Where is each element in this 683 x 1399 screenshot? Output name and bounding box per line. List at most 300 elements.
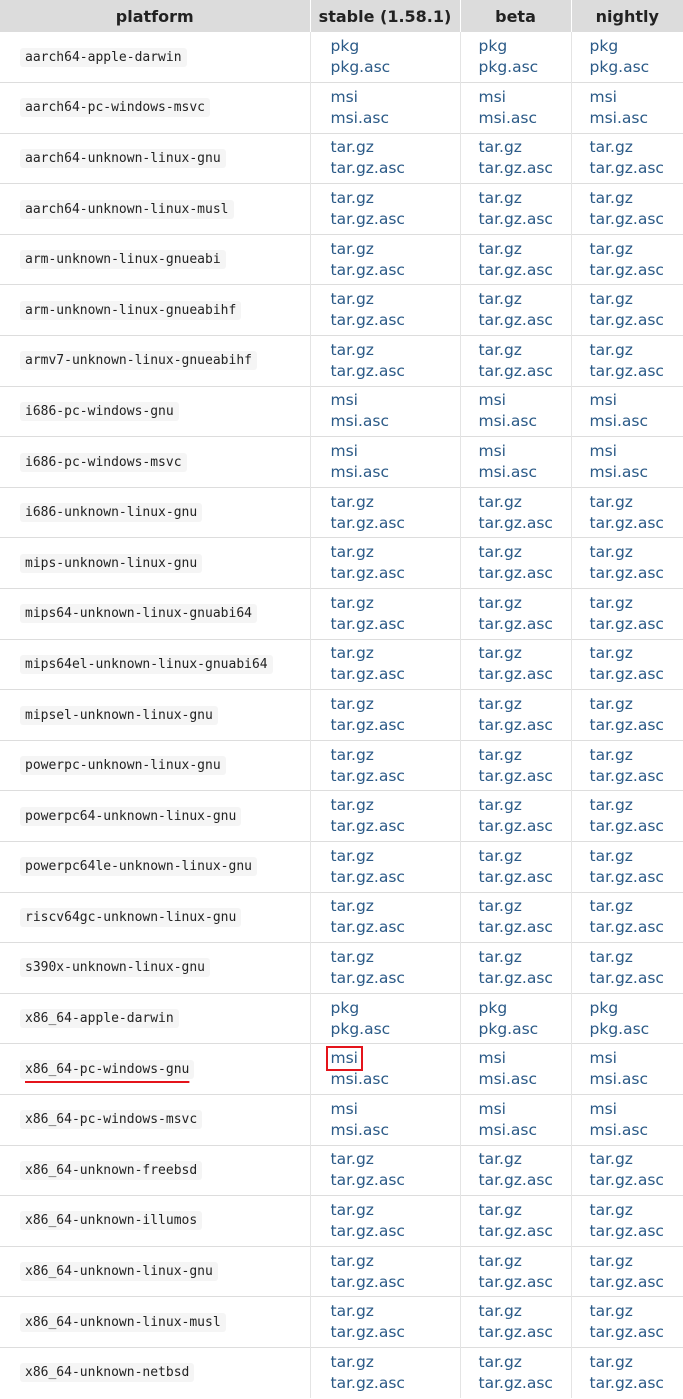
nightly-download-link[interactable]: tar.gz bbox=[589, 1302, 633, 1321]
beta-download-link[interactable]: tar.gz bbox=[478, 340, 522, 359]
platform-cell bbox=[0, 690, 310, 741]
nightly-download-cell bbox=[571, 1094, 683, 1145]
stable-download-link[interactable]: tar.gz bbox=[330, 492, 374, 511]
stable-signature-link[interactable]: pkg.asc bbox=[330, 1019, 391, 1038]
stable-download-cell bbox=[310, 842, 460, 893]
beta-signature-link[interactable]: pkg.asc bbox=[478, 1019, 539, 1038]
stable-download-cell bbox=[310, 1044, 460, 1095]
beta-signature-link[interactable]: tar.gz.asc bbox=[478, 867, 553, 886]
beta-download-link[interactable]: tar.gz bbox=[478, 947, 522, 966]
nightly-download-cell bbox=[571, 538, 683, 589]
beta-download-cell bbox=[460, 690, 571, 741]
platform-cell bbox=[0, 133, 310, 184]
platform-cell bbox=[0, 437, 310, 488]
beta-download-cell bbox=[460, 133, 571, 184]
table-row bbox=[0, 1145, 683, 1196]
platform-cell bbox=[0, 32, 310, 83]
beta-download-cell bbox=[460, 538, 571, 589]
nightly-download-link[interactable]: tar.gz bbox=[589, 1200, 633, 1219]
nightly-download-link[interactable]: msi bbox=[589, 442, 617, 461]
stable-download-link[interactable]: msi bbox=[330, 1099, 358, 1118]
stable-signature-link[interactable]: tar.gz.asc bbox=[330, 564, 405, 583]
beta-download-cell bbox=[460, 1196, 571, 1247]
beta-signature-link[interactable]: tar.gz.asc bbox=[478, 564, 553, 583]
nightly-signature-link[interactable]: tar.gz.asc bbox=[589, 867, 664, 886]
table-row bbox=[0, 487, 683, 538]
stable-signature-link[interactable]: tar.gz.asc bbox=[330, 716, 405, 735]
stable-signature-link[interactable]: tar.gz.asc bbox=[330, 1323, 405, 1342]
beta-download-link[interactable]: tar.gz bbox=[478, 897, 522, 916]
beta-signature-link[interactable]: msi.asc bbox=[478, 1070, 538, 1089]
stable-signature-link[interactable]: tar.gz.asc bbox=[330, 1373, 405, 1392]
platform-cell bbox=[0, 285, 310, 336]
platform-cell bbox=[0, 791, 310, 842]
beta-download-link[interactable]: tar.gz bbox=[478, 290, 522, 309]
stable-download-link[interactable]: tar.gz bbox=[330, 1302, 374, 1321]
stable-download-link[interactable]: tar.gz bbox=[330, 239, 374, 258]
nightly-download-link[interactable]: tar.gz bbox=[589, 745, 633, 764]
beta-download-link[interactable]: tar.gz bbox=[478, 543, 522, 562]
stable-signature-link[interactable]: tar.gz.asc bbox=[330, 1171, 405, 1190]
beta-download-cell bbox=[460, 993, 571, 1044]
nightly-signature-link[interactable]: tar.gz.asc bbox=[589, 665, 664, 684]
stable-download-link[interactable]: tar.gz bbox=[330, 745, 374, 764]
header-nightly: nightly bbox=[571, 0, 683, 32]
stable-download-link-highlighted[interactable]: msi bbox=[328, 1048, 361, 1069]
platform-name-highlighted: x86_64-pc-windows-gnu bbox=[20, 1060, 194, 1079]
stable-signature-link[interactable]: msi.asc bbox=[330, 1120, 390, 1139]
nightly-download-cell bbox=[571, 437, 683, 488]
beta-signature-link[interactable]: tar.gz.asc bbox=[478, 1221, 553, 1240]
beta-download-link[interactable]: tar.gz bbox=[478, 189, 522, 208]
nightly-download-link[interactable]: tar.gz bbox=[589, 138, 633, 157]
stable-download-link[interactable]: tar.gz bbox=[330, 593, 374, 612]
beta-download-link[interactable]: msi bbox=[478, 87, 506, 106]
stable-download-cell bbox=[310, 639, 460, 690]
platform-cell bbox=[0, 993, 310, 1044]
nightly-download-link[interactable]: tar.gz bbox=[589, 1251, 633, 1270]
stable-signature-link[interactable]: tar.gz.asc bbox=[330, 968, 405, 987]
nightly-download-cell bbox=[571, 184, 683, 235]
table-row bbox=[0, 1297, 683, 1348]
beta-signature-link[interactable]: tar.gz.asc bbox=[478, 311, 553, 330]
platform-cell bbox=[0, 1196, 310, 1247]
beta-download-cell bbox=[460, 1347, 571, 1398]
nightly-signature-link[interactable]: tar.gz.asc bbox=[589, 564, 664, 583]
platform-name: x86_64-unknown-netbsd bbox=[20, 1363, 194, 1382]
stable-signature-link[interactable]: msi.asc bbox=[330, 412, 390, 431]
platform-name: riscv64gc-unknown-linux-gnu bbox=[20, 908, 241, 927]
nightly-download-link[interactable]: tar.gz bbox=[589, 340, 633, 359]
table-row bbox=[0, 538, 683, 589]
beta-signature-link[interactable]: tar.gz.asc bbox=[478, 260, 553, 279]
platform-name: powerpc64le-unknown-linux-gnu bbox=[20, 857, 257, 876]
beta-signature-link[interactable]: tar.gz.asc bbox=[478, 1171, 553, 1190]
stable-signature-link[interactable]: msi.asc bbox=[330, 108, 390, 127]
table-row bbox=[0, 32, 683, 83]
beta-download-cell bbox=[460, 1145, 571, 1196]
beta-signature-link[interactable]: pkg.asc bbox=[478, 58, 539, 77]
beta-signature-link[interactable]: msi.asc bbox=[478, 1120, 538, 1139]
table-row bbox=[0, 740, 683, 791]
stable-signature-link[interactable]: tar.gz.asc bbox=[330, 867, 405, 886]
stable-download-link[interactable]: tar.gz bbox=[330, 1200, 374, 1219]
stable-download-cell bbox=[310, 1246, 460, 1297]
nightly-download-cell bbox=[571, 993, 683, 1044]
beta-signature-link[interactable]: tar.gz.asc bbox=[478, 665, 553, 684]
stable-download-cell bbox=[310, 234, 460, 285]
beta-download-link[interactable]: tar.gz bbox=[478, 1150, 522, 1169]
header-stable: stable (1.58.1) bbox=[310, 0, 460, 32]
table-row bbox=[0, 285, 683, 336]
table-row bbox=[0, 690, 683, 741]
nightly-download-link[interactable]: tar.gz bbox=[589, 593, 633, 612]
nightly-download-cell bbox=[571, 83, 683, 134]
nightly-download-link[interactable]: tar.gz bbox=[589, 543, 633, 562]
nightly-download-link[interactable]: tar.gz bbox=[589, 1150, 633, 1169]
beta-download-link[interactable]: msi bbox=[478, 1049, 506, 1068]
nightly-signature-link[interactable]: tar.gz.asc bbox=[589, 766, 664, 785]
stable-download-link[interactable]: tar.gz bbox=[330, 644, 374, 663]
stable-signature-link[interactable]: tar.gz.asc bbox=[330, 260, 405, 279]
beta-download-link[interactable]: tar.gz bbox=[478, 1302, 522, 1321]
nightly-signature-link[interactable]: tar.gz.asc bbox=[589, 210, 664, 229]
platform-cell bbox=[0, 234, 310, 285]
platform-cell bbox=[0, 740, 310, 791]
nightly-download-link[interactable]: tar.gz bbox=[589, 846, 633, 865]
nightly-signature-link[interactable]: msi.asc bbox=[589, 463, 649, 482]
beta-download-cell bbox=[460, 1297, 571, 1348]
nightly-signature-link[interactable]: tar.gz.asc bbox=[589, 716, 664, 735]
beta-download-link[interactable]: tar.gz bbox=[478, 239, 522, 258]
nightly-download-cell bbox=[571, 690, 683, 741]
stable-download-link[interactable]: tar.gz bbox=[330, 1352, 374, 1371]
table-row bbox=[0, 133, 683, 184]
platform-cell bbox=[0, 589, 310, 640]
nightly-download-cell bbox=[571, 589, 683, 640]
nightly-signature-link[interactable]: msi.asc bbox=[589, 108, 649, 127]
platform-cell bbox=[0, 639, 310, 690]
table-header bbox=[0, 0, 683, 32]
platform-cell bbox=[0, 842, 310, 893]
nightly-download-cell bbox=[571, 842, 683, 893]
beta-signature-link[interactable]: tar.gz.asc bbox=[478, 716, 553, 735]
beta-download-cell bbox=[460, 184, 571, 235]
stable-signature-link[interactable]: tar.gz.asc bbox=[330, 159, 405, 178]
nightly-download-link[interactable]: msi bbox=[589, 87, 617, 106]
beta-signature-link[interactable]: tar.gz.asc bbox=[478, 968, 553, 987]
beta-download-cell bbox=[460, 336, 571, 387]
platform-name: i686-pc-windows-msvc bbox=[20, 453, 187, 472]
stable-download-cell bbox=[310, 1297, 460, 1348]
nightly-signature-link[interactable]: pkg.asc bbox=[589, 58, 650, 77]
beta-download-cell bbox=[460, 740, 571, 791]
stable-download-cell bbox=[310, 487, 460, 538]
beta-download-link[interactable]: tar.gz bbox=[478, 1352, 522, 1371]
nightly-signature-link[interactable]: msi.asc bbox=[589, 1120, 649, 1139]
platform-name: x86_64-unknown-linux-gnu bbox=[20, 1262, 218, 1281]
stable-download-cell bbox=[310, 184, 460, 235]
stable-download-link[interactable]: tar.gz bbox=[330, 1150, 374, 1169]
table-row bbox=[0, 589, 683, 640]
platform-name: aarch64-unknown-linux-musl bbox=[20, 200, 234, 219]
stable-download-link[interactable]: pkg bbox=[330, 37, 360, 56]
stable-download-cell bbox=[310, 892, 460, 943]
nightly-download-cell bbox=[571, 234, 683, 285]
platform-name: x86_64-unknown-freebsd bbox=[20, 1161, 202, 1180]
nightly-download-link[interactable]: tar.gz bbox=[589, 796, 633, 815]
nightly-signature-link[interactable]: tar.gz.asc bbox=[589, 1171, 664, 1190]
beta-download-cell bbox=[460, 437, 571, 488]
stable-download-cell bbox=[310, 285, 460, 336]
table-row bbox=[0, 943, 683, 994]
nightly-signature-link[interactable]: tar.gz.asc bbox=[589, 311, 664, 330]
beta-download-cell bbox=[460, 1094, 571, 1145]
nightly-download-link[interactable]: msi bbox=[589, 391, 617, 410]
stable-download-cell bbox=[310, 791, 460, 842]
stable-download-link[interactable]: msi bbox=[330, 391, 358, 410]
beta-download-link[interactable]: tar.gz bbox=[478, 644, 522, 663]
beta-signature-link[interactable]: msi.asc bbox=[478, 463, 538, 482]
beta-download-link[interactable]: tar.gz bbox=[478, 492, 522, 511]
header-beta: beta bbox=[460, 0, 571, 32]
stable-download-link[interactable]: tar.gz bbox=[330, 846, 374, 865]
stable-download-cell bbox=[310, 32, 460, 83]
platform-cell bbox=[0, 487, 310, 538]
nightly-download-link[interactable]: pkg bbox=[589, 37, 619, 56]
stable-download-link[interactable]: msi bbox=[330, 87, 358, 106]
nightly-download-cell bbox=[571, 943, 683, 994]
beta-download-link[interactable]: pkg bbox=[478, 998, 508, 1017]
stable-download-link[interactable]: tar.gz bbox=[330, 695, 374, 714]
beta-download-cell bbox=[460, 285, 571, 336]
platform-name: i686-pc-windows-gnu bbox=[20, 402, 179, 421]
table-row bbox=[0, 1347, 683, 1398]
beta-download-link[interactable]: tar.gz bbox=[478, 593, 522, 612]
table-row bbox=[0, 386, 683, 437]
nightly-download-link[interactable]: pkg bbox=[589, 998, 619, 1017]
stable-download-cell bbox=[310, 943, 460, 994]
stable-download-link[interactable]: tar.gz bbox=[330, 897, 374, 916]
table-body bbox=[0, 32, 683, 1398]
platform-name: powerpc-unknown-linux-gnu bbox=[20, 756, 226, 775]
platform-name: aarch64-apple-darwin bbox=[20, 48, 187, 67]
stable-signature-link[interactable]: tar.gz.asc bbox=[330, 1221, 405, 1240]
stable-signature-link[interactable]: msi.asc bbox=[330, 1070, 390, 1089]
nightly-download-cell bbox=[571, 285, 683, 336]
nightly-signature-link[interactable]: tar.gz.asc bbox=[589, 614, 664, 633]
stable-download-link[interactable]: tar.gz bbox=[330, 1251, 374, 1270]
beta-download-cell bbox=[460, 1044, 571, 1095]
nightly-signature-link[interactable]: msi.asc bbox=[589, 412, 649, 431]
nightly-download-cell bbox=[571, 1347, 683, 1398]
platform-cell bbox=[0, 184, 310, 235]
nightly-signature-link[interactable]: tar.gz.asc bbox=[589, 918, 664, 937]
platform-cell bbox=[0, 1246, 310, 1297]
stable-signature-link[interactable]: tar.gz.asc bbox=[330, 918, 405, 937]
beta-download-link[interactable]: tar.gz bbox=[478, 695, 522, 714]
table-row bbox=[0, 234, 683, 285]
beta-download-cell bbox=[460, 943, 571, 994]
stable-download-link[interactable]: tar.gz bbox=[330, 543, 374, 562]
nightly-download-link[interactable]: tar.gz bbox=[589, 290, 633, 309]
platform-cell bbox=[0, 1094, 310, 1145]
beta-signature-link[interactable]: tar.gz.asc bbox=[478, 1373, 553, 1392]
nightly-download-link[interactable]: msi bbox=[589, 1099, 617, 1118]
stable-signature-link[interactable]: tar.gz.asc bbox=[330, 210, 405, 229]
beta-signature-link[interactable]: msi.asc bbox=[478, 412, 538, 431]
stable-download-link[interactable]: tar.gz bbox=[330, 796, 374, 815]
nightly-signature-link[interactable]: tar.gz.asc bbox=[589, 260, 664, 279]
nightly-signature-link[interactable]: tar.gz.asc bbox=[589, 968, 664, 987]
beta-signature-link[interactable]: msi.asc bbox=[478, 108, 538, 127]
nightly-download-cell bbox=[571, 1196, 683, 1247]
stable-signature-link[interactable]: tar.gz.asc bbox=[330, 311, 405, 330]
stable-download-cell bbox=[310, 690, 460, 741]
stable-download-link[interactable]: tar.gz bbox=[330, 340, 374, 359]
beta-signature-link[interactable]: tar.gz.asc bbox=[478, 210, 553, 229]
platform-cell bbox=[0, 538, 310, 589]
beta-download-link[interactable]: tar.gz bbox=[478, 138, 522, 157]
beta-download-cell bbox=[460, 386, 571, 437]
nightly-download-link[interactable]: tar.gz bbox=[589, 239, 633, 258]
platform-name: arm-unknown-linux-gnueabihf bbox=[20, 301, 241, 320]
platform-name: i686-unknown-linux-gnu bbox=[20, 503, 202, 522]
beta-signature-link[interactable]: tar.gz.asc bbox=[478, 817, 553, 836]
nightly-download-cell bbox=[571, 1044, 683, 1095]
nightly-signature-link[interactable]: tar.gz.asc bbox=[589, 1272, 664, 1291]
platform-name: aarch64-pc-windows-msvc bbox=[20, 98, 210, 117]
nightly-download-cell bbox=[571, 133, 683, 184]
nightly-download-cell bbox=[571, 740, 683, 791]
beta-signature-link[interactable]: tar.gz.asc bbox=[478, 918, 553, 937]
stable-signature-link[interactable]: tar.gz.asc bbox=[330, 665, 405, 684]
stable-download-link[interactable]: tar.gz bbox=[330, 947, 374, 966]
nightly-download-link[interactable]: tar.gz bbox=[589, 947, 633, 966]
platform-name: arm-unknown-linux-gnueabi bbox=[20, 250, 226, 269]
nightly-signature-link[interactable]: tar.gz.asc bbox=[589, 1373, 664, 1392]
beta-download-link[interactable]: msi bbox=[478, 1099, 506, 1118]
beta-signature-link[interactable]: tar.gz.asc bbox=[478, 766, 553, 785]
stable-download-cell bbox=[310, 386, 460, 437]
nightly-download-cell bbox=[571, 1297, 683, 1348]
nightly-signature-link[interactable]: tar.gz.asc bbox=[589, 817, 664, 836]
nightly-download-link[interactable]: tar.gz bbox=[589, 1352, 633, 1371]
nightly-download-cell bbox=[571, 892, 683, 943]
stable-download-link[interactable]: tar.gz bbox=[330, 290, 374, 309]
beta-signature-link[interactable]: tar.gz.asc bbox=[478, 513, 553, 532]
nightly-download-link[interactable]: tar.gz bbox=[589, 695, 633, 714]
stable-download-cell bbox=[310, 1347, 460, 1398]
table-row bbox=[0, 437, 683, 488]
nightly-download-link[interactable]: tar.gz bbox=[589, 897, 633, 916]
stable-download-link[interactable]: pkg bbox=[330, 998, 360, 1017]
stable-download-link[interactable]: msi bbox=[330, 442, 358, 461]
stable-download-cell bbox=[310, 993, 460, 1044]
stable-signature-link[interactable]: tar.gz.asc bbox=[330, 513, 405, 532]
beta-signature-link[interactable]: tar.gz.asc bbox=[478, 1323, 553, 1342]
stable-signature-link[interactable]: tar.gz.asc bbox=[330, 1272, 405, 1291]
nightly-signature-link[interactable]: msi.asc bbox=[589, 1070, 649, 1089]
stable-signature-link[interactable]: tar.gz.asc bbox=[330, 817, 405, 836]
platform-cell bbox=[0, 1044, 310, 1095]
nightly-signature-link[interactable]: tar.gz.asc bbox=[589, 159, 664, 178]
stable-download-cell bbox=[310, 133, 460, 184]
platform-name: x86_64-unknown-illumos bbox=[20, 1211, 202, 1230]
nightly-download-cell bbox=[571, 639, 683, 690]
stable-download-cell bbox=[310, 740, 460, 791]
platform-name: mipsel-unknown-linux-gnu bbox=[20, 706, 218, 725]
nightly-signature-link[interactable]: pkg.asc bbox=[589, 1019, 650, 1038]
beta-download-link[interactable]: tar.gz bbox=[478, 1251, 522, 1270]
beta-download-link[interactable]: tar.gz bbox=[478, 745, 522, 764]
stable-download-link[interactable]: tar.gz bbox=[330, 189, 374, 208]
stable-download-cell bbox=[310, 538, 460, 589]
stable-download-cell bbox=[310, 1094, 460, 1145]
table-row bbox=[0, 1094, 683, 1145]
nightly-download-link[interactable]: msi bbox=[589, 1049, 617, 1068]
beta-signature-link[interactable]: tar.gz.asc bbox=[478, 361, 553, 380]
stable-download-link[interactable]: tar.gz bbox=[330, 138, 374, 157]
nightly-signature-link[interactable]: tar.gz.asc bbox=[589, 361, 664, 380]
platform-name: x86_64-apple-darwin bbox=[20, 1009, 179, 1028]
nightly-signature-link[interactable]: tar.gz.asc bbox=[589, 513, 664, 532]
platform-cell bbox=[0, 892, 310, 943]
stable-signature-link[interactable]: msi.asc bbox=[330, 463, 390, 482]
nightly-download-link[interactable]: tar.gz bbox=[589, 189, 633, 208]
stable-download-cell bbox=[310, 1145, 460, 1196]
nightly-download-link[interactable]: tar.gz bbox=[589, 644, 633, 663]
table-row bbox=[0, 1196, 683, 1247]
nightly-download-cell bbox=[571, 336, 683, 387]
beta-signature-link[interactable]: tar.gz.asc bbox=[478, 614, 553, 633]
beta-signature-link[interactable]: tar.gz.asc bbox=[478, 1272, 553, 1291]
nightly-signature-link[interactable]: tar.gz.asc bbox=[589, 1323, 664, 1342]
beta-signature-link[interactable]: tar.gz.asc bbox=[478, 159, 553, 178]
platform-cell bbox=[0, 943, 310, 994]
beta-download-cell bbox=[460, 791, 571, 842]
stable-signature-link[interactable]: tar.gz.asc bbox=[330, 361, 405, 380]
header-platform: platform bbox=[0, 0, 310, 32]
beta-download-cell bbox=[460, 487, 571, 538]
platform-name: armv7-unknown-linux-gnueabihf bbox=[20, 351, 257, 370]
beta-download-link[interactable]: tar.gz bbox=[478, 1200, 522, 1219]
nightly-download-cell bbox=[571, 1145, 683, 1196]
stable-signature-link[interactable]: pkg.asc bbox=[330, 58, 391, 77]
stable-signature-link[interactable]: tar.gz.asc bbox=[330, 766, 405, 785]
nightly-download-link[interactable]: tar.gz bbox=[589, 492, 633, 511]
table-row bbox=[0, 184, 683, 235]
nightly-download-cell bbox=[571, 386, 683, 437]
nightly-signature-link[interactable]: tar.gz.asc bbox=[589, 1221, 664, 1240]
beta-download-link[interactable]: tar.gz bbox=[478, 796, 522, 815]
table-row bbox=[0, 639, 683, 690]
stable-download-cell bbox=[310, 336, 460, 387]
platform-cell bbox=[0, 336, 310, 387]
platform-cell bbox=[0, 1297, 310, 1348]
beta-download-link[interactable]: msi bbox=[478, 442, 506, 461]
platform-name: x86_64-pc-windows-msvc bbox=[20, 1110, 202, 1129]
beta-download-link[interactable]: msi bbox=[478, 391, 506, 410]
beta-download-cell bbox=[460, 83, 571, 134]
table-row bbox=[0, 83, 683, 134]
beta-download-cell bbox=[460, 589, 571, 640]
table-row bbox=[0, 842, 683, 893]
beta-download-link[interactable]: pkg bbox=[478, 37, 508, 56]
platform-name: mips64-unknown-linux-gnuabi64 bbox=[20, 604, 257, 623]
beta-download-link[interactable]: tar.gz bbox=[478, 846, 522, 865]
stable-signature-link[interactable]: tar.gz.asc bbox=[330, 614, 405, 633]
